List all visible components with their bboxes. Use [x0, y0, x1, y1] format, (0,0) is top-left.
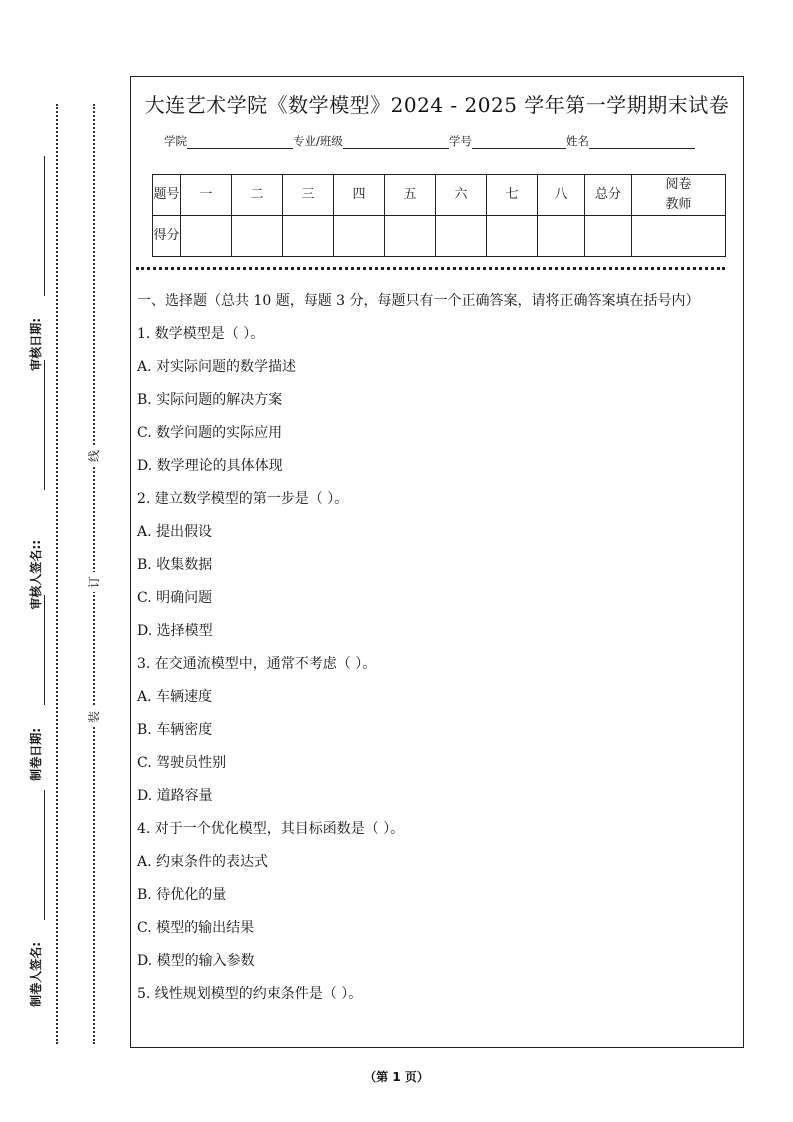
dotted-separator — [136, 267, 725, 270]
score-cell[interactable] — [232, 216, 283, 257]
question-option: C. 数学问题的实际应用 — [137, 425, 283, 441]
question — [137, 982, 739, 1015]
score-col-header: 三 — [283, 175, 334, 216]
question-option: C. 明确问题 — [137, 590, 213, 606]
question-option: D. 模型的输入参数 — [137, 953, 255, 969]
score-col-header-total: 总分 — [585, 175, 632, 216]
paper-maker-signature-label: 制卷人签名: — [29, 942, 43, 1007]
question-option: B. 车辆密度 — [137, 722, 213, 738]
exam-title: 大连艺术学院《数学模型》2024 - 2025 学年第一学期期末试卷 — [144, 93, 730, 117]
student-id-label: 学号 — [448, 134, 472, 148]
question-stem: 3. 在交通流模型中，通常不考虑（ ）。 — [137, 656, 377, 672]
question-option: C. 驾驶员性别 — [137, 755, 227, 771]
question-option: C. 模型的输出结果 — [137, 920, 255, 936]
question-option: D. 数学理论的具体体现 — [137, 458, 283, 474]
score-cell[interactable] — [334, 216, 385, 257]
binding-char-zhuang: 装 — [86, 707, 102, 727]
college-field[interactable] — [187, 136, 293, 149]
score-cell-grader[interactable] — [632, 216, 726, 257]
score-cell-total[interactable] — [585, 216, 632, 257]
paper-date-label: 制卷日期: — [29, 728, 43, 781]
question-option: A. 车辆速度 — [137, 689, 213, 705]
section-instruction: 一、选择题（总共 10 题，每题 3 分，每题只有一个正确答案，请将正确答案填在括号内） — [137, 293, 700, 309]
binding-dotted-line-outer — [56, 104, 58, 1044]
name-field[interactable] — [589, 136, 695, 149]
question-option: A. 约束条件的表达式 — [137, 854, 269, 870]
review-date-label: 审核日期: — [29, 318, 43, 371]
score-col-header: 七 — [487, 175, 538, 216]
exam-frame — [130, 76, 744, 1048]
paper-date-line — [44, 595, 45, 705]
score-cell[interactable] — [181, 216, 232, 257]
score-cell[interactable] — [385, 216, 436, 257]
name-label: 姓名 — [565, 134, 589, 148]
question-option: D. 选择模型 — [137, 623, 213, 639]
score-col-header-grader: 阅卷教师 — [632, 175, 726, 216]
paper-maker-signature-line — [44, 790, 45, 920]
student-id-field[interactable] — [472, 136, 566, 149]
binding-char-ding: 订 — [86, 572, 102, 592]
question-stem: 1. 数学模型是（ ）。 — [137, 326, 265, 342]
score-col-header: 五 — [385, 175, 436, 216]
question-option: D. 道路容量 — [137, 788, 213, 804]
question — [137, 817, 739, 982]
score-table-row-label: 题号 — [153, 175, 181, 216]
score-col-header: 一 — [181, 175, 232, 216]
question-option: B. 实际问题的解决方案 — [137, 392, 283, 408]
page-number: （第 1 页） — [364, 1070, 429, 1084]
question-stem: 4. 对于一个优化模型，其目标函数是（ ）。 — [137, 821, 405, 837]
score-col-header: 二 — [232, 175, 283, 216]
review-date-line — [44, 156, 45, 296]
question-option: A. 对实际问题的数学描述 — [137, 359, 297, 375]
score-table-header-row — [153, 175, 726, 216]
college-label: 学院 — [164, 134, 187, 148]
score-cell[interactable] — [283, 216, 334, 257]
question-stem: 2. 建立数学模型的第一步是（ ）。 — [137, 491, 349, 507]
score-cell[interactable] — [538, 216, 585, 257]
question — [137, 322, 739, 487]
score-cell[interactable] — [487, 216, 538, 257]
reviewer-signature-line — [44, 360, 45, 490]
score-table-score-row — [153, 216, 726, 257]
score-table — [152, 174, 726, 257]
question-option: B. 待优化的量 — [137, 887, 227, 903]
exam-content — [137, 289, 739, 1015]
question-option: A. 提出假设 — [137, 524, 213, 540]
major-class-label: 专业/班级 — [293, 134, 343, 148]
question — [137, 652, 739, 817]
question-option: B. 收集数据 — [137, 557, 213, 573]
score-table-row-label: 得分 — [153, 216, 181, 257]
score-col-header: 八 — [538, 175, 585, 216]
score-col-header: 四 — [334, 175, 385, 216]
reviewer-signature-label: 审核人签名:: — [29, 540, 43, 610]
binding-char-xian: 线 — [86, 446, 102, 466]
score-cell[interactable] — [436, 216, 487, 257]
score-col-header: 六 — [436, 175, 487, 216]
major-class-field[interactable] — [343, 136, 449, 149]
question-stem: 5. 线性规划模型的约束条件是（ ）。 — [137, 986, 363, 1002]
student-info-row — [164, 133, 695, 149]
question — [137, 487, 739, 652]
